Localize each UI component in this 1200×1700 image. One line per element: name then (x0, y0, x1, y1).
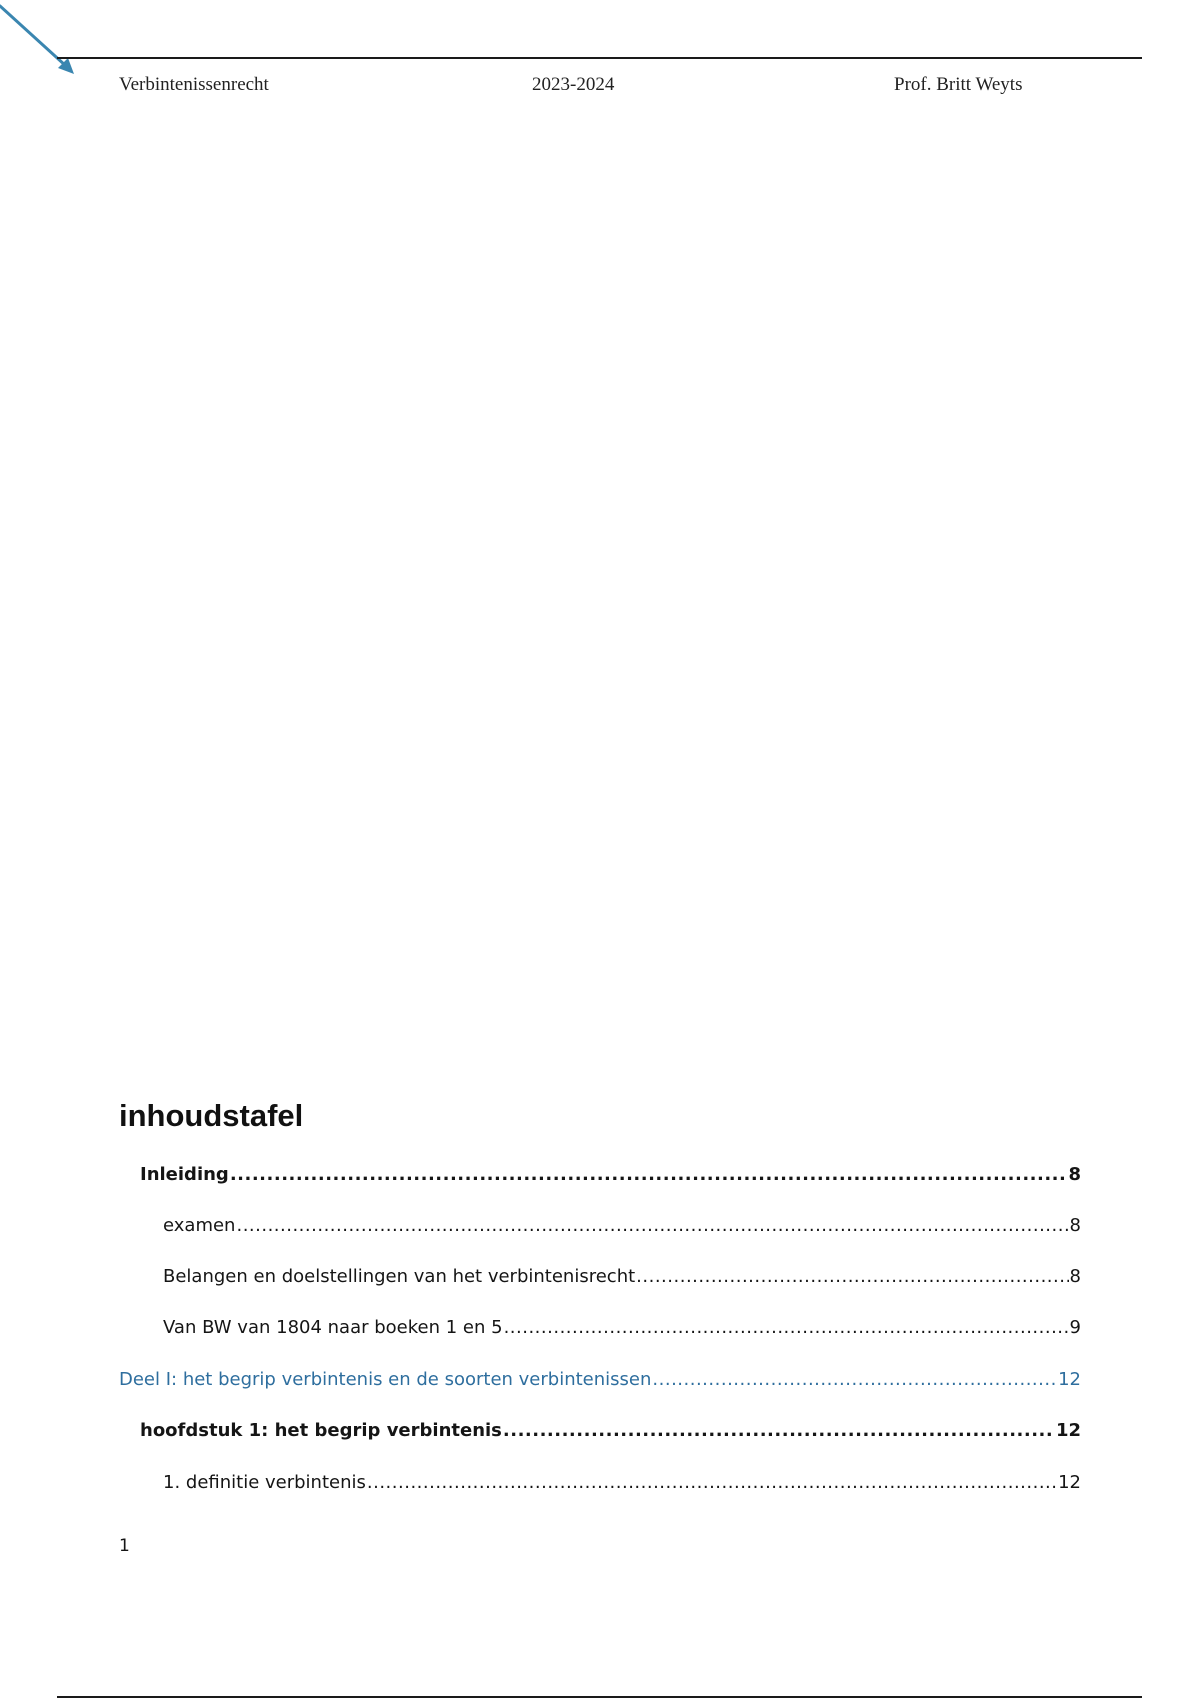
toc-leader (503, 1420, 1055, 1441)
toc-entry-page: 9 (1069, 1317, 1081, 1338)
toc-entry-definitie[interactable] (163, 1472, 1081, 1498)
toc-entry-label: 1. definitie verbintenis (163, 1472, 366, 1493)
toc-title: inhoudstafel (119, 1098, 304, 1133)
diagonal-arrow-icon (0, 0, 90, 90)
toc-entry-label: Inleiding (140, 1164, 229, 1185)
toc-entry-page: 8 (1068, 1164, 1081, 1185)
header-academic-year: 2023-2024 (532, 74, 615, 95)
toc-entry-page: 12 (1055, 1420, 1081, 1441)
header-professor: Prof. Britt Weyts (894, 74, 1023, 95)
toc-entry-examen[interactable] (163, 1215, 1081, 1241)
toc-entry-label: Van BW van 1804 naar boeken 1 en 5 (163, 1317, 503, 1338)
toc-entry-label: Belangen en doelstellingen van het verbintenisrecht (163, 1266, 636, 1287)
toc-entry-belangen[interactable] (163, 1266, 1081, 1292)
toc-leader (367, 1472, 1057, 1493)
toc-entry-inleiding[interactable] (140, 1164, 1081, 1190)
toc-leader (236, 1215, 1068, 1236)
toc-leader (504, 1317, 1069, 1338)
toc-leader (636, 1266, 1068, 1287)
toc-entry-page: 12 (1058, 1472, 1081, 1493)
toc-leader (652, 1369, 1057, 1390)
header-rule (57, 57, 1142, 59)
toc-entry-hoofdstuk-1[interactable] (140, 1420, 1081, 1446)
toc-entry-van-bw[interactable] (163, 1317, 1081, 1343)
toc-entry-page: 8 (1069, 1266, 1081, 1287)
toc-entry-deel-1[interactable] (119, 1369, 1081, 1395)
header-course-title: Verbintenissenrecht (119, 74, 269, 95)
toc-entry-label: Deel I: het begrip verbintenis en de soorten verbintenissen (119, 1369, 652, 1390)
toc-leader (230, 1164, 1068, 1185)
footer-rule (57, 1696, 1142, 1698)
toc-entry-label: examen (163, 1215, 236, 1236)
toc-entry-label: hoofdstuk 1: het begrip verbintenis (140, 1420, 502, 1441)
toc-entry-page: 8 (1069, 1215, 1081, 1236)
page-number: 1 (119, 1536, 130, 1556)
toc-entry-page: 12 (1058, 1369, 1081, 1390)
